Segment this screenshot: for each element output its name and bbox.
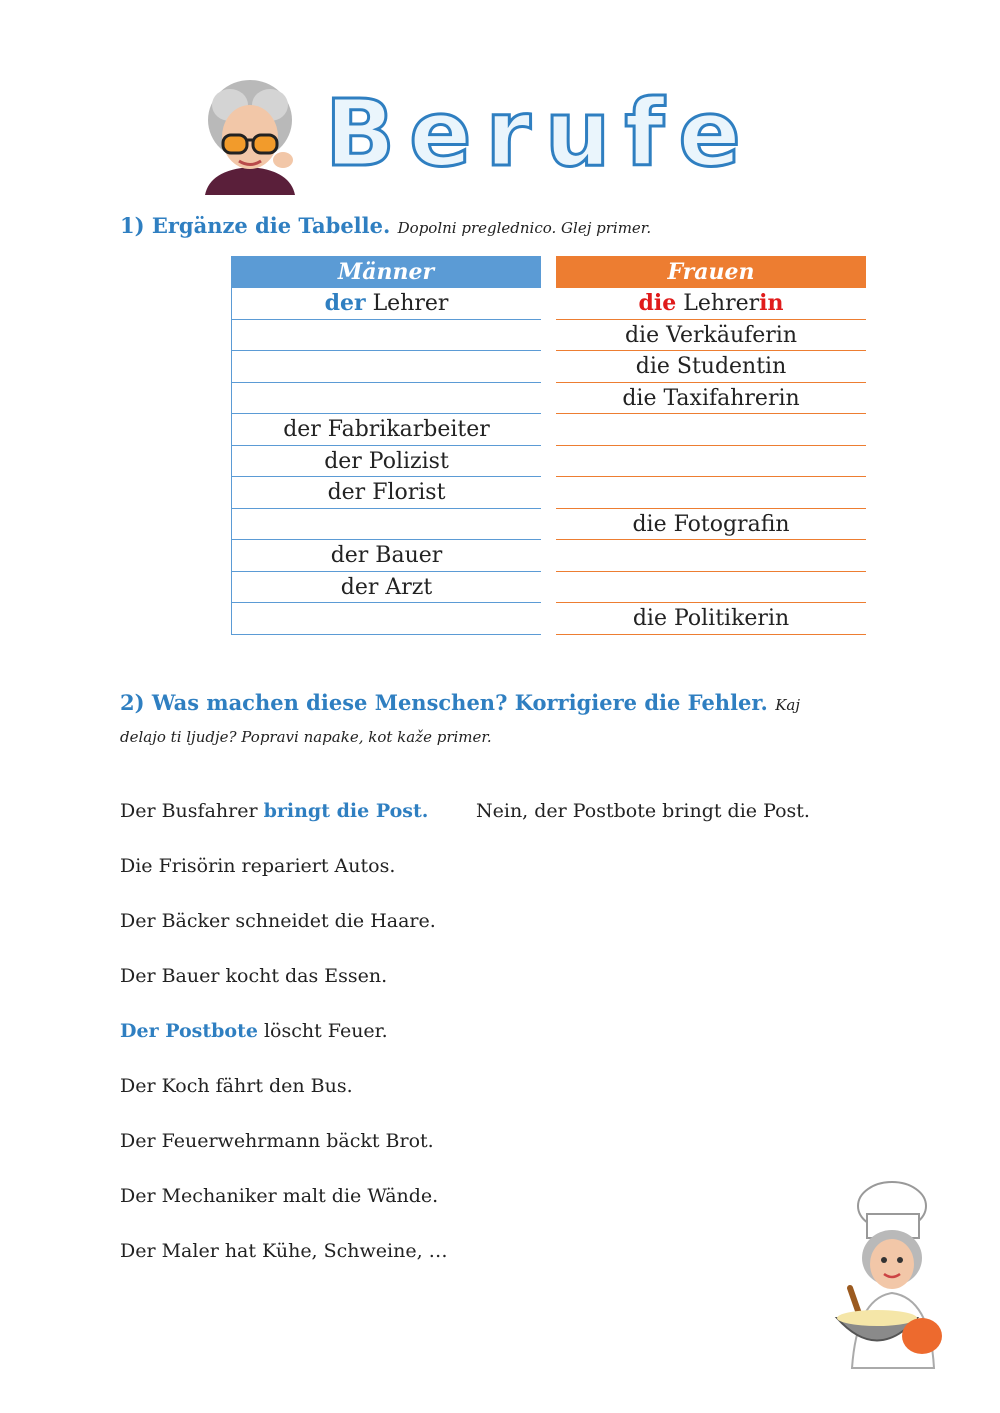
- women-cell[interactable]: [556, 477, 866, 509]
- women-column: [556, 256, 866, 635]
- sentence-4: Der Bauer kocht das Essen.: [120, 965, 388, 987]
- task1-heading: [120, 213, 651, 238]
- women-cell-list: [556, 288, 866, 635]
- sentence-6: Der Koch fährt den Bus.: [120, 1075, 353, 1097]
- women-example-stem: Lehrer: [683, 291, 760, 316]
- sentence-1-highlight: bringt die Post.: [263, 800, 429, 822]
- men-cell: der Polizist: [232, 446, 541, 478]
- men-cell[interactable]: [232, 351, 541, 383]
- sentence-5-rest: löscht Feuer.: [263, 1020, 388, 1042]
- men-cell-list: [231, 288, 541, 635]
- chef-avatar-icon: [822, 1178, 957, 1368]
- men-cell[interactable]: [232, 383, 541, 415]
- women-cell: die Verkäuferin: [556, 320, 866, 352]
- task2-heading: [120, 688, 860, 752]
- men-cell[interactable]: [232, 603, 541, 635]
- women-example-suffix: in: [759, 290, 784, 316]
- men-example-noun: Lehrer: [372, 291, 449, 316]
- women-header: Frauen: [556, 256, 866, 288]
- women-cell[interactable]: [556, 572, 866, 604]
- men-column: [231, 256, 541, 635]
- sentence-2: Die Frisörin repariert Autos.: [120, 855, 396, 877]
- task1-title: 1) Ergänze die Tabelle.: [120, 213, 391, 238]
- teacher-avatar-icon: [195, 75, 305, 195]
- sentence-9: Der Maler hat Kühe, Schweine, …: [120, 1240, 448, 1262]
- men-cell[interactable]: [232, 320, 541, 352]
- sentence-1-answer: Nein, der Postbote bringt die Post.: [476, 800, 810, 822]
- title-text: Berufe: [325, 80, 755, 187]
- task2-title: 2) Was machen diese Menschen? Korrigiere die Fehler.: [120, 690, 768, 715]
- women-cell[interactable]: [556, 414, 866, 446]
- sentence-7: Der Feuerwehrmann bäckt Brot.: [120, 1130, 434, 1152]
- sentence-8: Der Mechaniker malt die Wände.: [120, 1185, 439, 1207]
- women-cell: die Studentin: [556, 351, 866, 383]
- task1-instruction: Dopolni preglednico. Glej primer.: [397, 219, 652, 237]
- men-cell: der Arzt: [232, 572, 541, 604]
- sentence-1-start: Der Busfahrer: [120, 800, 258, 822]
- men-cell: der Bauer: [232, 540, 541, 572]
- women-example-cell: [556, 288, 866, 320]
- women-cell[interactable]: [556, 446, 866, 478]
- women-cell: die Taxifahrerin: [556, 383, 866, 415]
- women-cell[interactable]: [556, 540, 866, 572]
- sentence-5-highlight: Der Postbote: [120, 1020, 258, 1042]
- men-cell[interactable]: [232, 509, 541, 541]
- men-cell: der Fabrikarbeiter: [232, 414, 541, 446]
- men-header: Männer: [231, 256, 541, 288]
- women-example-article: die: [638, 290, 677, 316]
- women-cell: die Fotografin: [556, 509, 866, 541]
- sentence-1: [120, 800, 428, 822]
- task2-instruction-part2: delajo ti ljudje? Popravi napake, kot kaže primer.: [120, 728, 492, 746]
- men-example-article: der: [324, 290, 366, 316]
- women-cell: die Politikerin: [556, 603, 866, 635]
- men-example-cell: [232, 288, 541, 320]
- task2-instruction-part1: Kaj: [775, 696, 800, 714]
- title-berufe: [320, 70, 755, 187]
- sentence-3: Der Bäcker schneidet die Haare.: [120, 910, 436, 932]
- men-cell: der Florist: [232, 477, 541, 509]
- sentence-5: [120, 1020, 388, 1042]
